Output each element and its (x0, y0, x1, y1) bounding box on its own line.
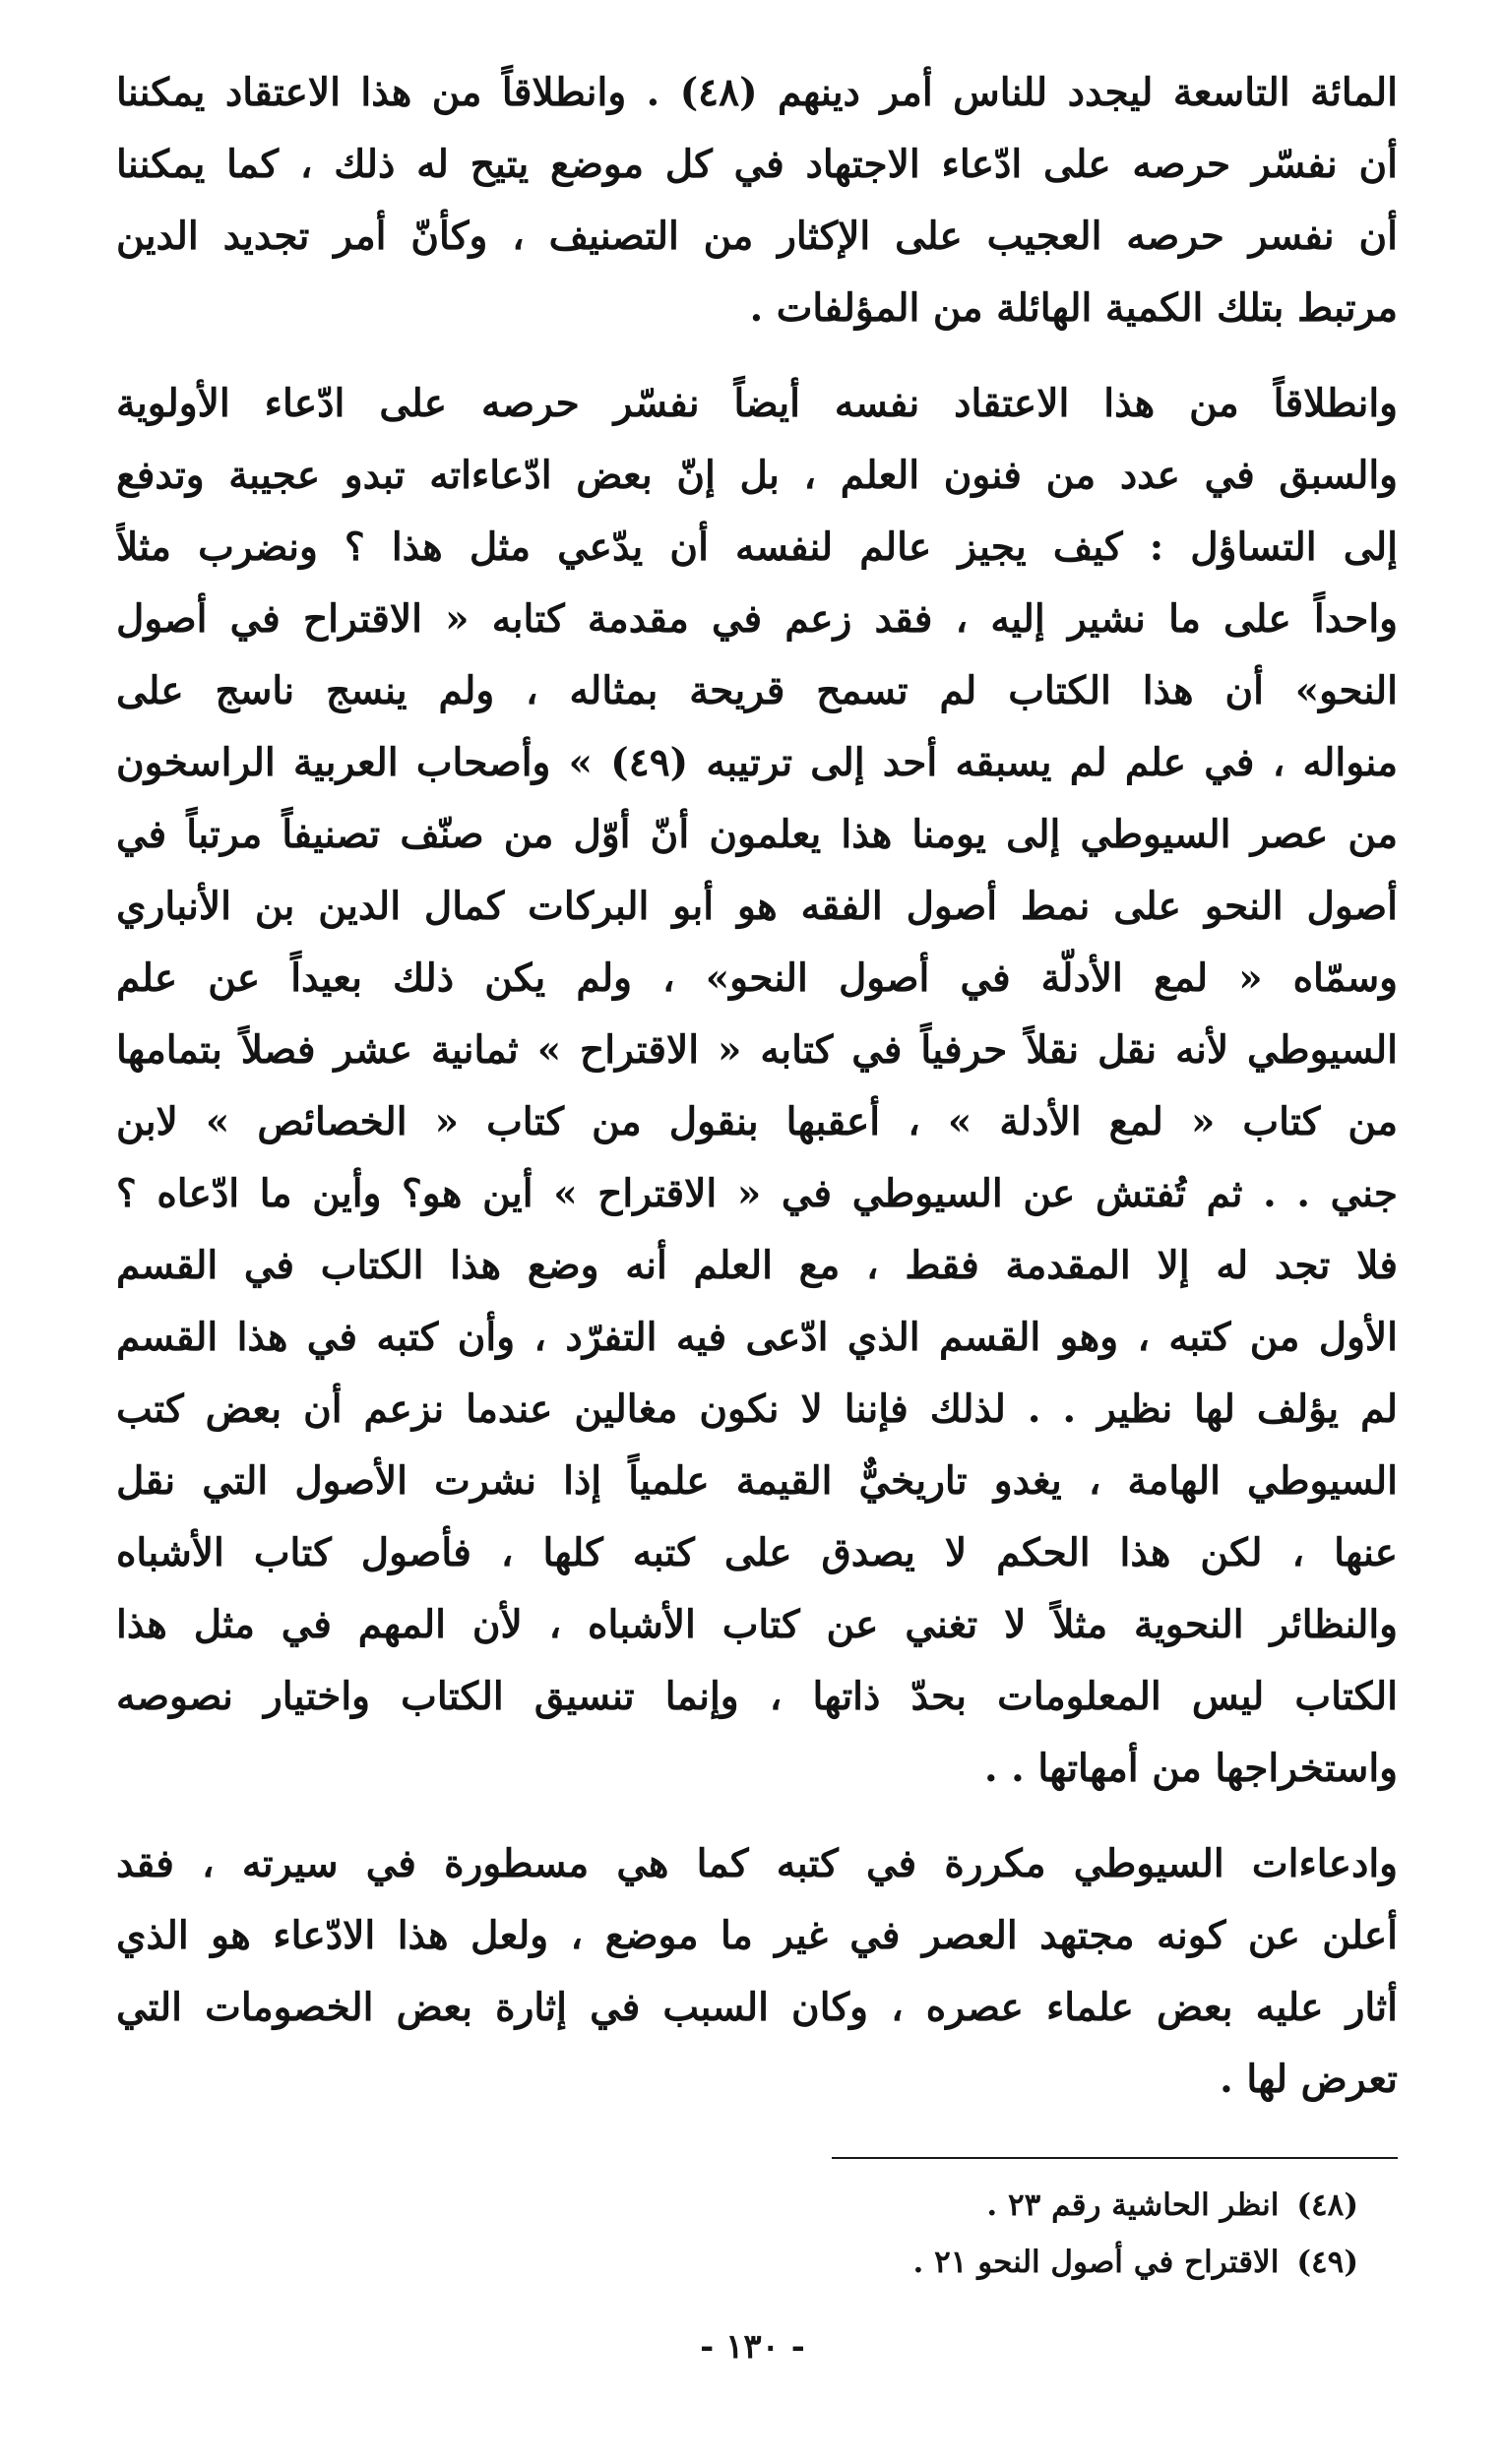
page-number: - ١٣٠ - (700, 2327, 805, 2367)
text-line: مرتبط بتلك الكمية الهائلة من المؤلفات . (749, 285, 1398, 331)
text-line: من كتاب « لمع الأدلة » ، أعقبها بنقول من كتاب « الخصائص » لابن (116, 1099, 1398, 1144)
text-line: أصول النحو على نمط أصول الفقه هو أبو البركات كمال الدين بن الأنباري (116, 884, 1398, 929)
text-line: الأول من كتبه ، وهو القسم الذي ادّعى فيه التفرّد ، وأن كتبه في هذا القسم (116, 1315, 1398, 1360)
text-line: إلى التساؤل : كيف يجيز عالم لنفسه أن يدّعي مثل هذا ؟ ونضرب مثلاً (116, 524, 1398, 570)
footnote-number: (٤٩) (1296, 2245, 1358, 2280)
text-line: السيوطي الهامة ، يغدو تاريخيٌّ القيمة علمياً إذا نشرت الأصول التي نقل (116, 1458, 1398, 1504)
footnotes (492, 2177, 1358, 2291)
footnote-text: انظر الحاشية رقم ٢٣ . (986, 2187, 1280, 2223)
footnote-number: (٤٨) (1296, 2187, 1358, 2223)
text-line: أن نفسر حرصه العجيب على الإكثار من التصنيف ، وكأنّ أمر تجديد الدين (116, 214, 1398, 259)
text-line: أثار عليه بعض علماء عصره ، وكان السبب في إثارة بعض الخصومات التي (116, 1985, 1398, 2030)
text-line: الكتاب ليس المعلومات بحدّ ذاتها ، وإنما تنسيق الكتاب واختيار نصوصه (116, 1674, 1398, 1719)
text-line: منواله ، في علم لم يسبقه أحد إلى ترتيبه (٤٩) » وأصحاب العربية الراسخون (116, 740, 1398, 785)
text-line: عنها ، لكن هذا الحكم لا يصدق على كتبه كلها ، فأصول كتاب الأشباه (116, 1530, 1398, 1575)
text-line: تعرض لها . (1220, 2057, 1398, 2102)
text-line: واحداً على ما نشير إليه ، فقد زعم في مقدمة كتابه « الاقتراح في أصول (116, 596, 1398, 642)
paragraph-2 (116, 368, 1398, 1805)
text-line: السيوطي لأنه نقل نقلاً حرفياً في كتابه « الاقتراح » ثمانية عشر فصلاً بتمامها (116, 1027, 1398, 1073)
footnote-divider (832, 2157, 1398, 2159)
text-line: من عصر السيوطي إلى يومنا هذا يعلمون أنّ أوّل من صنّف تصنيفاً مرتباً في (116, 812, 1398, 857)
text-line: فلا تجد له إلا المقدمة فقط ، مع العلم أنه وضع هذا الكتاب في القسم (116, 1243, 1398, 1288)
text-line: وانطلاقاً من هذا الاعتقاد نفسه أيضاً نفسّر حرصه على ادّعاء الأولوية (116, 381, 1398, 426)
text-line: لم يؤلف لها نظير . . لذلك فإننا لا نكون مغالين عندما نزعم أن بعض كتب (116, 1386, 1398, 1432)
footnote-48 (492, 2177, 1358, 2234)
text-line: المائة التاسعة ليجدد للناس أمر دينهم (٤٨) . وانطلاقاً من هذا الاعتقاد يمكننا (116, 70, 1398, 115)
text-line: النحو» أن هذا الكتاب لم تسمح قريحة بمثاله ، ولم ينسج ناسج على (116, 668, 1398, 713)
footnote-text: الاقتراح في أصول النحو ٢١ . (912, 2245, 1280, 2280)
paragraph-spacer (116, 344, 1398, 368)
text-line: وادعاءات السيوطي مكررة في كتبه كما هي مسطورة في سيرته ، فقد (116, 1841, 1398, 1886)
text-line: جني . . ثم تُفتش عن السيوطي في « الاقتراح » أين هو؟ وأين ما ادّعاه ؟ (116, 1171, 1398, 1216)
footnote-49 (492, 2234, 1358, 2291)
body-text (116, 57, 1398, 2116)
text-line: والسبق في عدد من فنون العلم ، بل إنّ بعض ادّعاءاته تبدو عجيبة وتدفع (116, 453, 1398, 498)
text-line: والنظائر النحوية مثلاً لا تغني عن كتاب الأشباه ، لأن المهم في مثل هذا (116, 1602, 1398, 1647)
text-line: واستخراجها من أمهاتها . . (984, 1746, 1398, 1791)
paragraph-spacer (116, 1805, 1398, 1828)
paragraph-1 (116, 57, 1398, 344)
text-line: أعلن عن كونه مجتهد العصر في غير ما موضع ، ولعل هذا الادّعاء هو الذي (116, 1913, 1398, 1958)
text-line: وسمّاه « لمع الأدلّة في أصول النحو» ، ولم يكن ذلك بعيداً عن علم (116, 955, 1398, 1001)
paragraph-3 (116, 1828, 1398, 2116)
text-line: أن نفسّر حرصه على ادّعاء الاجتهاد في كل موضع يتيح له ذلك ، كما يمكننا (116, 142, 1398, 187)
